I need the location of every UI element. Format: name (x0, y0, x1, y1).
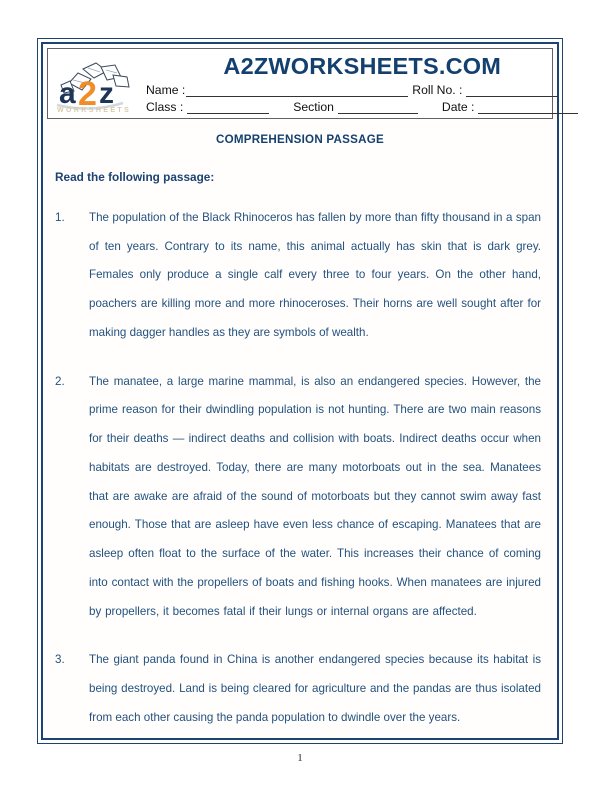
svg-text:a: a (59, 77, 76, 111)
site-title: A2ZWORKSHEETS.COM (223, 53, 501, 79)
roll-label: Roll No. : (412, 82, 463, 97)
name-roll-row (142, 82, 582, 99)
header-fields (140, 49, 588, 118)
list-item (55, 204, 541, 348)
roll-input[interactable] (466, 85, 558, 97)
section-label: Section (293, 99, 334, 114)
passage-number: 2. (55, 374, 65, 388)
worksheet-page-border (37, 38, 563, 744)
worksheet-page (41, 42, 559, 740)
a2z-worksheets-logo (51, 53, 139, 113)
logo-subtext: WORKSHEETS (57, 107, 132, 114)
logo-graphic (51, 53, 139, 113)
page-title: COMPREHENSION PASSAGE (215, 132, 384, 146)
name-label: Name : (146, 82, 186, 97)
class-input[interactable] (187, 102, 269, 114)
name-input[interactable] (186, 85, 408, 97)
list-item (55, 646, 541, 732)
passage-number: 3. (55, 653, 65, 667)
passage-text: The manatee, a large marine mammal, is also an endangered species. However, the prime reason for their dwindling population is not hunting. There are two main reasons for their deaths — indirect deaths and collision with boats. Indirect deaths occur when habitats are destroyed. Today, there are many motorboats out in the sea. Manatees that are awake are afraid of the sound of motorboats but they cannot swim away fast enough. Those that are asleep have even less chance of escaping. Manatees that are asleep often float to the surface of the water. This increases their chance of coming into contact with the propellers of boats and fishing hooks. When manatees are injured by propellers, it becomes fatal if their lungs or internal organs are affected. (89, 374, 541, 618)
instruction-text: Read the following passage: (55, 169, 215, 184)
svg-text:2: 2 (78, 75, 97, 114)
class-label: Class : (146, 99, 184, 114)
page-number: 1 (297, 752, 303, 764)
list-item (55, 368, 541, 627)
date-input[interactable] (478, 102, 578, 114)
passage-text: The population of the Black Rhinoceros has fallen by more than fifty thousand in a span of ten years. Contrary to its name, this animal actually has skin that is dark grey. Females only produce a single calf every three to four years. On the other hand, poachers are killing more and more rhinoceroses. Their horns are well sought after for making dagger handles as they are symbols of wealth. (89, 210, 541, 339)
class-section-date-row (142, 99, 582, 116)
svg-text:z: z (99, 77, 114, 111)
passage-text: The giant panda found in China is another endangered species because its habitat is being destroyed. Land is being cleared for agriculture and the pandas are thus isolated from each other causing the panda population to dwindle over the years. (89, 653, 541, 724)
passage-list (43, 184, 557, 733)
logo-cell (48, 49, 140, 118)
worksheet-header (47, 48, 553, 119)
date-label: Date : (441, 99, 475, 114)
section-input[interactable] (338, 102, 418, 114)
passage-number: 1. (55, 210, 65, 224)
